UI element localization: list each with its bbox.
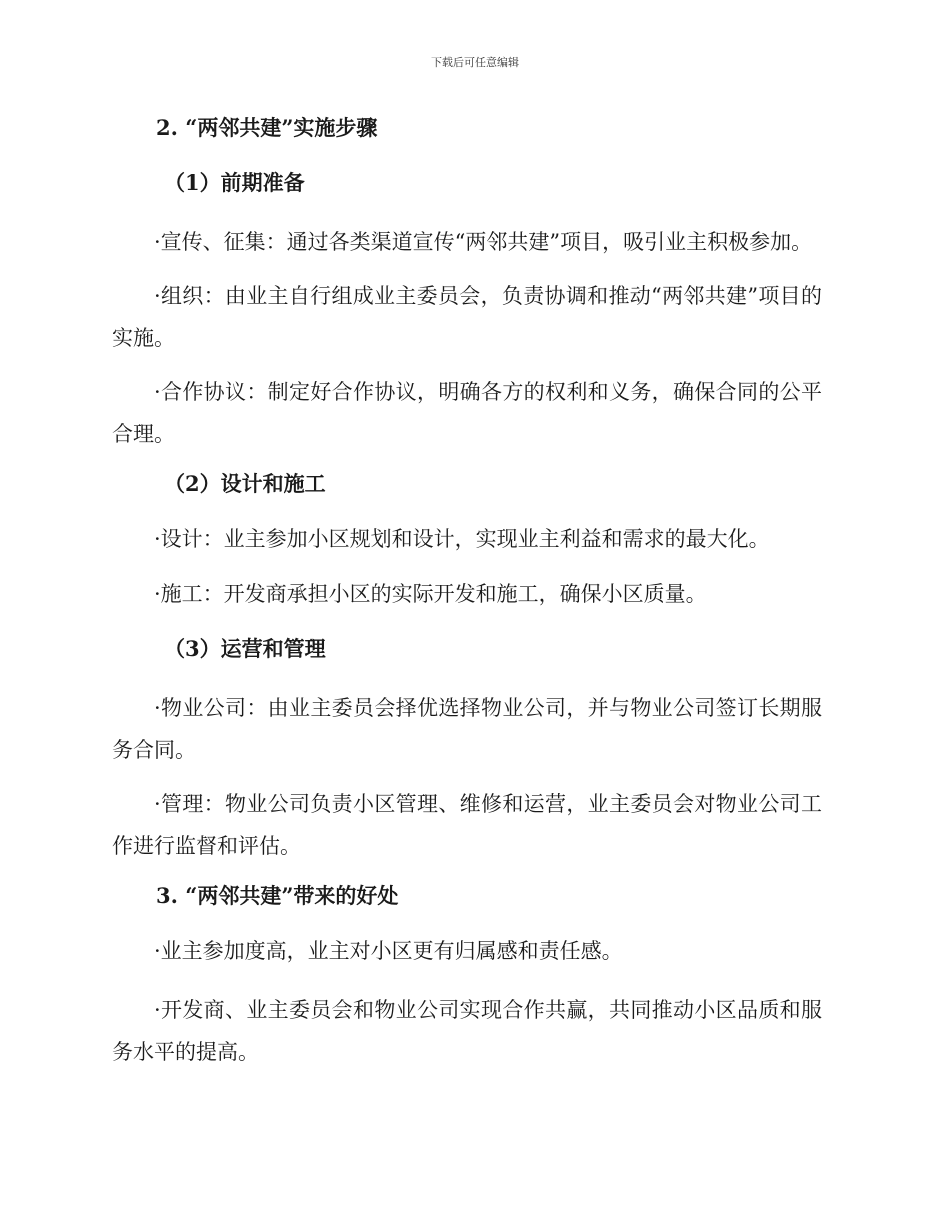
page-header: 下载后可任意编辑	[431, 56, 519, 69]
paragraph-property-company: ·物业公司：由业主委员会择优选择物业公司，并与物业公司签订长期服务合同。	[112, 696, 822, 762]
paragraph-benefit-1: ·业主参加度高，业主对小区更有归属感和责任感。	[154, 939, 623, 963]
paragraph-design: ·设计：业主参加小区规划和设计，实现业主利益和需求的最大化。	[154, 527, 770, 551]
paragraph-benefit-2: ·开发商、业主委员会和物业公司实现合作共赢，共同推动小区品质和服务水平的提高。	[112, 998, 822, 1064]
paragraph-management: ·管理：物业公司负责小区管理、维修和运营，业主委员会对物业公司工作进行监督和评估。	[112, 792, 822, 858]
paragraph-organization: ·组织：由业主自行组成业主委员会，负责协调和推动“两邻共建”项目的实施。	[112, 284, 822, 350]
section-3-title: 3. “两邻共建”带来的好处	[156, 883, 399, 908]
document-body	[112, 111, 822, 1085]
subsection-2-title: （2）设计和施工	[164, 471, 326, 496]
section-2-title: 2. “两邻共建”实施步骤	[156, 115, 378, 140]
subsection-1-title: （1）前期准备	[164, 170, 305, 195]
paragraph-publicity: ·宣传、征集：通过各类渠道宣传“两邻共建”项目，吸引业主积极参加。	[154, 230, 813, 254]
paragraph-construction: ·施工：开发商承担小区的实际开发和施工，确保小区质量。	[154, 582, 707, 606]
paragraph-agreement: ·合作协议：制定好合作协议，明确各方的权利和义务，确保合同的公平合理。	[112, 380, 822, 446]
subsection-3-title: （3）运营和管理	[164, 636, 326, 661]
